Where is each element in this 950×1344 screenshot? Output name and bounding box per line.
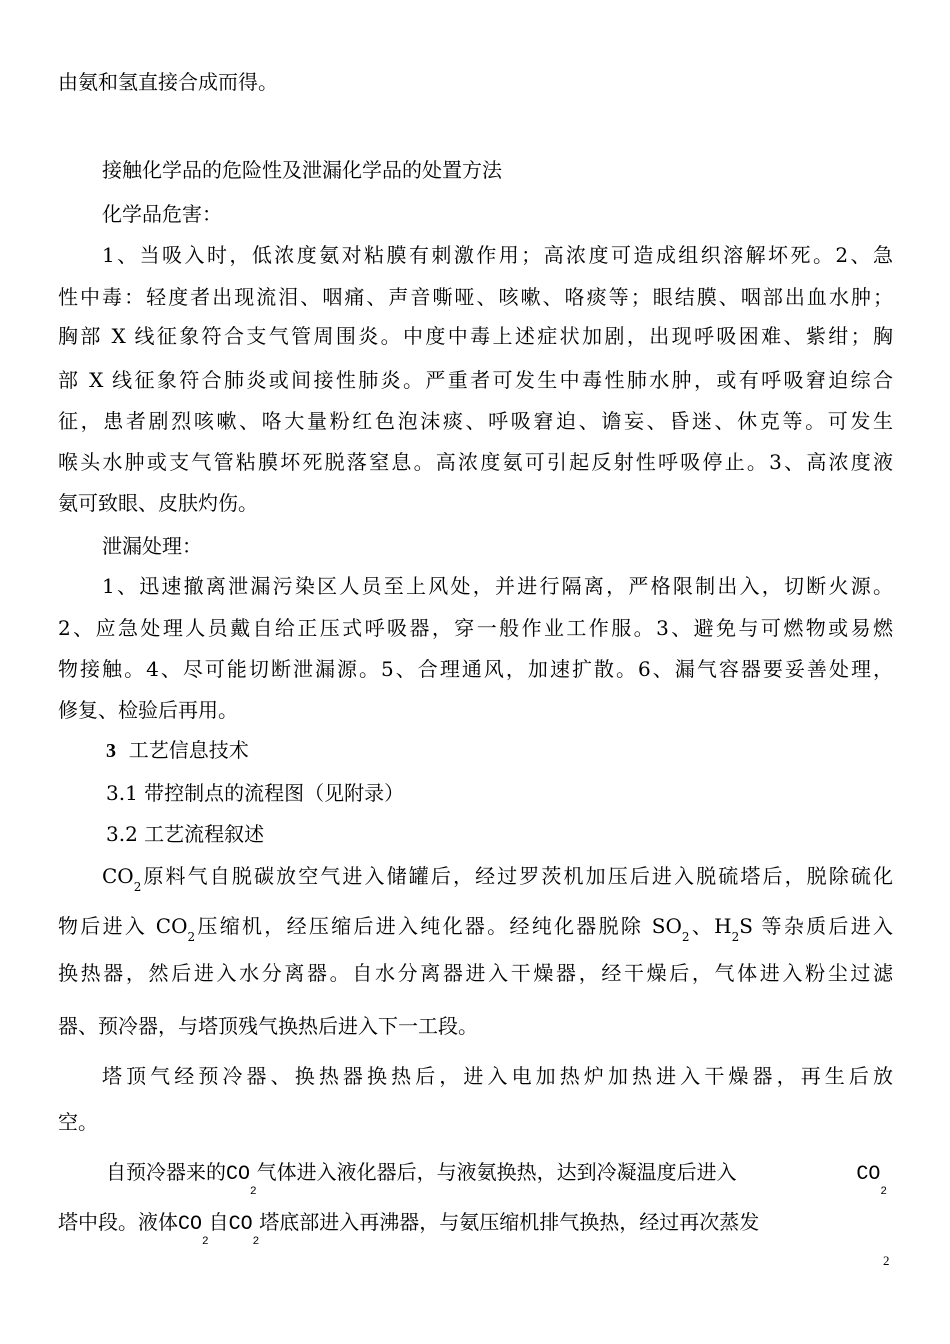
text-line: 1、迅速撤离泄漏污染区人员至上风处，并进行隔离，严格限制出入，切断火源。: [102, 574, 893, 598]
subsection-heading: 3.1 带控制点的流程图（见附录）: [106, 781, 405, 805]
section-heading: 接触化学品的危险性及泄漏化学品的处置方法: [102, 158, 502, 182]
text-segment: 物后进入 CO: [58, 914, 188, 938]
text-line: 氨可致眼、皮肤灼伤。: [58, 491, 258, 515]
formula-text: CO: [856, 1163, 881, 1186]
text-line: 物接触。4、尽可能切断泄漏源。5、合理通风，加速扩散。6、漏气容器要妥善处理，: [58, 657, 893, 681]
text-line: 塔顶气经预冷器、换热器换热后，进入电加热炉加热进入干燥器，再生后放: [102, 1064, 893, 1088]
text-segment: 自预冷器来的: [106, 1160, 226, 1184]
text-line: [58, 914, 893, 944]
text-line: 喉头水肿或支气管粘膜坏死脱落窒息。高浓度氨可引起反射性呼吸停止。3、高浓度液: [58, 450, 893, 474]
text-line: 器、预冷器，与塔顶残气换热后进入下一工段。: [58, 1014, 478, 1038]
text-line: [102, 864, 893, 894]
text-segment: 自: [208, 1210, 229, 1234]
subscript: 2: [187, 930, 196, 944]
text-line: 修复、检验后再用。: [58, 698, 238, 722]
text-segment: 气体进入液化器后，与液氨换热，达到冷凝温度后进入: [256, 1160, 737, 1184]
text-segment: 、H: [689, 914, 732, 938]
subscript: 2: [681, 930, 690, 944]
subscript: 2: [880, 1186, 887, 1198]
subscript: 2: [731, 930, 740, 944]
text-line: 部 X 线征象符合肺炎或间接性肺炎。严重者可发生中毒性肺水肿，或有呼吸窘迫综合: [58, 368, 893, 392]
formula-text: CO: [178, 1213, 203, 1236]
text-line: 胸部 X 线征象符合支气管周围炎。中度中毒上述症状加剧，出现呼吸困难、紫绀；胸: [58, 324, 893, 348]
chapter-number: 3: [106, 740, 116, 762]
chapter-title: 工艺信息技术: [128, 738, 249, 762]
subheading: 化学品危害：: [102, 202, 222, 226]
subscript: 2: [202, 1236, 209, 1248]
text-line: 由氨和氢直接合成而得。: [58, 70, 278, 94]
text-line: 空。: [58, 1110, 98, 1134]
formula-text: CO: [226, 1163, 251, 1186]
chapter-heading: [106, 740, 893, 761]
text-line: 性中毒：轻度者出现流泪、咽痛、声音嘶哑、咳嗽、咯痰等；眼结膜、咽部出血水肿；: [58, 285, 893, 309]
subscript: 2: [133, 880, 142, 894]
text-line: 换热器，然后进入水分离器。自水分离器进入干燥器，经干燥后，气体进入粉尘过滤: [58, 961, 893, 985]
formula-text: CO: [102, 864, 134, 888]
subscript: 2: [250, 1186, 257, 1198]
text-line: [58, 1210, 893, 1248]
subscript: 2: [252, 1236, 260, 1248]
text-line: 1、当吸入时，低浓度氨对粘膜有刺激作用；高浓度可造成组织溶解坏死。2、急: [102, 243, 893, 267]
subheading: 泄漏处理：: [102, 534, 202, 558]
text-segment: S 等杂质后进入: [739, 914, 893, 938]
text-segment: 塔底部进入再沸器，与氨压缩机排气换热，经过再次蒸发: [259, 1210, 760, 1234]
subsection-heading: 3.2 工艺流程叙述: [106, 822, 265, 846]
text-line: [106, 1160, 893, 1198]
text-segment: 原料气自脱碳放空气进入储罐后，经过罗茨机加压后进入脱硫塔后，脱除硫化: [141, 864, 893, 888]
text-line: 2、应急处理人员戴自给正压式呼吸器，穿一般作业工作服。3、避免与可燃物或易燃: [58, 616, 893, 640]
text-segment: 塔中段。液体: [58, 1210, 178, 1234]
formula-text: CO: [228, 1213, 253, 1236]
text-segment: 压缩机，经压缩后进入纯化器。经纯化器脱除 SO: [195, 914, 682, 938]
text-line: 征，患者剧烈咳嗽、咯大量粉红色泡沫痰、呼吸窘迫、谵妄、昏迷、休克等。可发生: [58, 409, 893, 433]
page-number: 2: [883, 1253, 890, 1268]
